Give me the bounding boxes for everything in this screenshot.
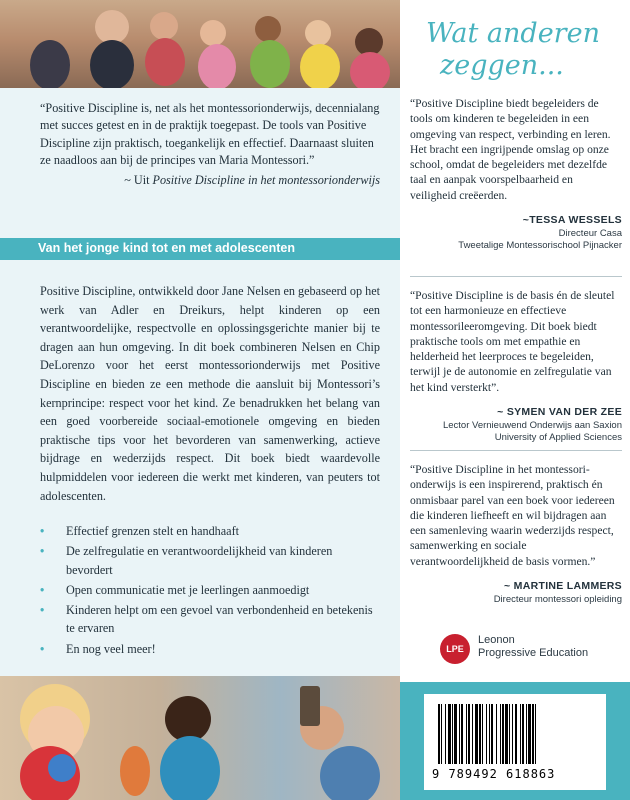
bullet-icon: • [40,524,45,538]
publisher-logo [440,632,620,668]
testimonial [410,96,622,251]
testimonial-affiliation: University of Applied Sciences [494,431,622,443]
bullet-icon: • [40,582,45,597]
bullet-icon: • [40,603,45,618]
testimonial [410,288,622,443]
barcode-icon [438,704,592,764]
section-band [0,238,400,260]
testimonial-quote: “Positive Discipline is de basis én de sleutel tot een harmonieuze en effectieve montessorileeromgeving. Dit boek biedt praktische tools om met empathie en helderheid het leerproces te begeleiden, terwijl je de autonomie en zelfregulatie van het kind versterkt”. [410,289,615,394]
list-item [40,522,380,540]
heading-line-2: zeggen... [440,50,564,81]
testimonials-heading [426,18,616,82]
testimonial-quote: “Positive Discipline in het montessori-onderwijs is een inspirerend, praktisch én onmisbaar parel van een boek voor iedereen die kinderen liefheeft en wil bijdragen aan een samenleving waarin wederzijds respect, samenwerking en sociale verantwoordelijkheid de basis vormen.” [410,463,615,568]
intro-quote [40,100,380,189]
barcode-number: 9 789492 618863 [432,767,556,781]
divider [410,450,622,451]
publisher-name-line-1: Leonon [478,634,515,646]
list-item [40,640,380,658]
divider [410,276,622,277]
testimonial-author: ~ SYMEN VAN DER ZEE [497,406,622,419]
benefit-list [40,522,380,660]
description-paragraph: Positive Discipline, ontwikkeld door Jane Nelsen en gebaseerd op het werk van Adler en Dreikurs, helpt kinderen op een verantwoordelijke, respectvolle en oplossingsgerichte manier bij te dragen aan hun omgeving. In dit boek combineren Nelsen en Chip DeLorenzo voor het eerst montessorionderwijs met Positive Discipline en bieden ze een methode die aansluit bij Montessori’s kernprincipe: respect voor het kind. Ze benadrukken het belang van een goed voorbereide sociaal-emotionele omgeving en bieden praktische tips voor het bevorderen van samenwerking, actieve bijdrage en wederzijds respect. Dit boek biedt waardevolle hulpmiddelen voor iedereen die werkt met kinderen, van peuters tot adolescenten. [40,284,380,503]
testimonial [410,462,622,606]
testimonial-author: ~TESSA WESSELS [522,214,622,227]
testimonial-role: Directeur montessori opleiding [493,594,622,606]
list-item-text: Effectief grenzen stelt en handhaaft [66,524,240,538]
bullet-icon: • [40,641,45,656]
publisher-name [478,634,588,660]
testimonial-quote: “Positive Discipline biedt begeleiders de tools om kinderen te begeleiden in een omgeving van respect, verbinding en leren. Het bracht een ingrijpende omslag op onze school, omdat de begeleiders met dezelfde taal en aanpak voorspelbaarheid en veiligheid creëerden. [410,97,611,202]
list-item [40,581,380,599]
publisher-emblem-icon: LPE [440,634,470,664]
list-item-text: En nog veel meer! [66,641,156,656]
list-item [40,601,380,638]
intro-quote-text: “Positive Discipline is, net als het montessorionderwijs, decennialang met succes getest en in de praktijk toegepast. De tools van Positive Discipline zijn praktisch, toegankelijk en effectief. Daarnaast sluiten ze naadloos aan bij de principes van Maria Montessori.” [40,101,380,168]
list-item-text: Open communicatie met je leerlingen aanmoedigt [66,582,310,597]
classroom-photo-bottom [0,676,400,800]
barcode-area [400,682,630,800]
barcode-label [424,694,606,790]
quote-source-title: Positive Discipline in het montessorionderwijs [152,172,380,187]
testimonial-role: Directeur Casa [558,228,622,240]
list-item [40,542,380,579]
testimonials-panel [400,0,630,800]
section-band-title: Van het jonge kind tot en met adolescenten [38,241,295,255]
testimonial-affiliation: Tweetalige Montessorischool Pijnacker [458,239,622,251]
classroom-photo-top [0,0,400,88]
testimonial-role: Lector Vernieuwend Onderwijs aan Saxion [442,420,622,432]
testimonial-author: ~ MARTINE LAMMERS [504,580,622,593]
publisher-name-line-2: Progressive Education [478,647,589,659]
bullet-icon: • [40,544,45,559]
intro-quote-source [40,172,380,189]
quote-source-prefix: ~ Uit [124,172,153,187]
list-item-text: De zelfregulatie en verantwoordelijkheid van kinderen bevordert [66,544,333,577]
list-item-text: Kinderen helpt om een gevoel van verbondenheid en betekenis te ervaren [66,603,373,636]
heading-line-1: Wat anderen [426,18,600,49]
